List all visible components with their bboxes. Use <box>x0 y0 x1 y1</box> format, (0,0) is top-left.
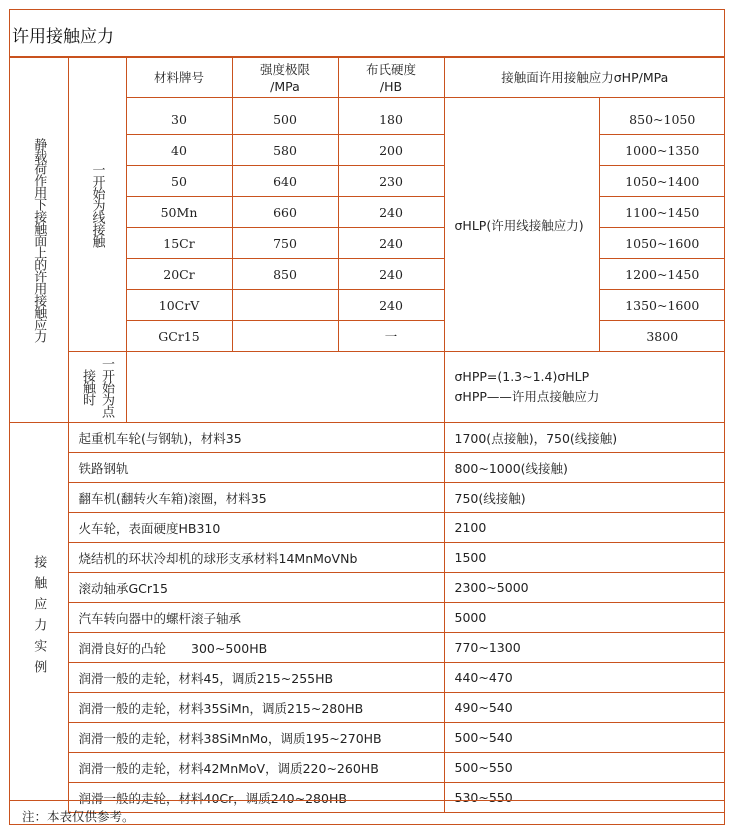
stress-cell: 1350~1600 <box>599 290 725 321</box>
line-contact-cell <box>68 58 126 352</box>
stress-cell: 1000~1350 <box>599 135 725 166</box>
example-desc: 润滑一般的走轮，材料45，调质215~255HB <box>68 663 444 693</box>
strength-cell: 850 <box>232 259 338 290</box>
note-divider <box>10 800 724 801</box>
header-hardness <box>338 58 444 98</box>
stress-cell: 3800 <box>599 321 725 352</box>
example-value: 490~540 <box>444 693 725 723</box>
stress-cell: 1100~1450 <box>599 197 725 228</box>
strength-cell <box>232 290 338 321</box>
header-strength <box>232 58 338 98</box>
hpp-note: σHPP——许用点接触应力 <box>454 389 600 404</box>
header-material: 材料牌号 <box>126 58 232 98</box>
example-value: 5000 <box>444 603 725 633</box>
example-value: 530~550 <box>444 783 725 813</box>
static-group-cell <box>10 58 68 423</box>
strength-cell: 660 <box>232 197 338 228</box>
material-cell: 50Mn <box>126 197 232 228</box>
stress-cell: 1050~1400 <box>599 166 725 197</box>
stress-table <box>10 57 725 813</box>
material-cell: 30 <box>126 98 232 135</box>
example-desc: 起重机车轮(与钢轨)，材料35 <box>68 423 444 453</box>
hardness-cell: 240 <box>338 197 444 228</box>
example-desc: 汽车转向器中的螺杆滚子轴承 <box>68 603 444 633</box>
hpp-cell <box>444 352 725 423</box>
example-value: 770~1300 <box>444 633 725 663</box>
example-desc: 润滑一般的走轮，材料40Cr，调质240~280HB <box>68 783 444 813</box>
example-value: 750(线接触) <box>444 483 725 513</box>
header-hardness-line2: /HB <box>379 78 403 94</box>
header-strength-line1: 强度极限 <box>259 61 310 77</box>
material-cell: 10CrV <box>126 290 232 321</box>
material-cell: 50 <box>126 166 232 197</box>
strength-cell: 750 <box>232 228 338 259</box>
hpp-formula: σHPP=(1.3~1.4)σHLP <box>454 369 590 384</box>
point-contact-row <box>10 352 725 423</box>
line-contact-label: 一开始为线接触 <box>89 162 105 247</box>
hardness-cell: 240 <box>338 259 444 290</box>
point-contact-cell <box>68 352 126 423</box>
header-strength-line2: /MPa <box>270 78 300 94</box>
point-contact-blank <box>126 352 444 423</box>
example-row <box>10 723 725 753</box>
example-value: 440~470 <box>444 663 725 693</box>
hardness-cell: 230 <box>338 166 444 197</box>
example-value: 2100 <box>444 513 725 543</box>
strength-cell: 500 <box>232 98 338 135</box>
example-row <box>10 483 725 513</box>
example-value: 2300~5000 <box>444 573 725 603</box>
example-row <box>10 603 725 633</box>
example-row <box>10 453 725 483</box>
example-value: 1700(点接触)，750(线接触) <box>444 423 725 453</box>
examples-body <box>10 423 725 813</box>
strength-cell <box>232 321 338 352</box>
stress-cell: 1050~1600 <box>599 228 725 259</box>
strength-cell: 580 <box>232 135 338 166</box>
example-row <box>10 573 725 603</box>
page-title: 许用接触应力 <box>12 27 114 47</box>
example-row <box>10 753 725 783</box>
example-desc: 铁路钢轨 <box>68 453 444 483</box>
example-row <box>10 693 725 723</box>
hardness-cell: 一 <box>338 321 444 352</box>
material-cell: 15Cr <box>126 228 232 259</box>
material-cell: 20Cr <box>126 259 232 290</box>
example-desc: 翻车机(翻转火车箱)滚圈，材料35 <box>68 483 444 513</box>
hlp-note: σHLP(许用线接触应力) <box>454 217 584 233</box>
example-row <box>10 543 725 573</box>
example-value: 800~1000(线接触) <box>444 453 725 483</box>
hlp-note-cell <box>444 98 599 352</box>
hardness-cell: 240 <box>338 290 444 321</box>
hardness-cell: 200 <box>338 135 444 166</box>
examples-group-cell <box>10 423 68 813</box>
example-value: 500~550 <box>444 753 725 783</box>
material-cell: GCr15 <box>126 321 232 352</box>
example-desc: 润滑良好的凸轮 300~500HB <box>68 633 444 663</box>
header-allowable <box>444 58 725 98</box>
hardness-cell: 180 <box>338 98 444 135</box>
point-contact-label: 一开始为点接触时 <box>80 357 114 417</box>
example-desc: 润滑一般的走轮，材料38SiMnMo，调质195~270HB <box>68 723 444 753</box>
example-desc: 烧结机的环状冷却机的球形支承材料14MnMoVNb <box>68 543 444 573</box>
example-value: 1500 <box>444 543 725 573</box>
example-desc: 润滑一般的走轮，材料42MnMoV，调质220~260HB <box>68 753 444 783</box>
stress-cell: 1200~1450 <box>599 259 725 290</box>
header-allowable-text: 接触面许用接触应力σHP/MPa <box>501 70 669 85</box>
strength-cell: 640 <box>232 166 338 197</box>
material-cell: 40 <box>126 135 232 166</box>
example-value: 500~540 <box>444 723 725 753</box>
example-desc: 滚动轴承GCr15 <box>68 573 444 603</box>
table-note: 注：本表仅供参考。 <box>22 809 135 824</box>
example-row <box>10 663 725 693</box>
stress-cell: 850~1050 <box>599 98 725 135</box>
examples-group-label: 接触应力实例 <box>31 554 47 681</box>
example-desc: 火车轮，表面硬度HB310 <box>68 513 444 543</box>
example-row <box>10 513 725 543</box>
example-row <box>10 633 725 663</box>
header-hardness-line1: 布氏硬度 <box>365 61 416 77</box>
example-row <box>10 423 725 453</box>
hardness-cell: 240 <box>338 228 444 259</box>
static-group-label: 静载荷作用下接触面上的许用接触应力 <box>31 138 47 342</box>
example-desc: 润滑一般的走轮，材料35SiMn，调质215~280HB <box>68 693 444 723</box>
